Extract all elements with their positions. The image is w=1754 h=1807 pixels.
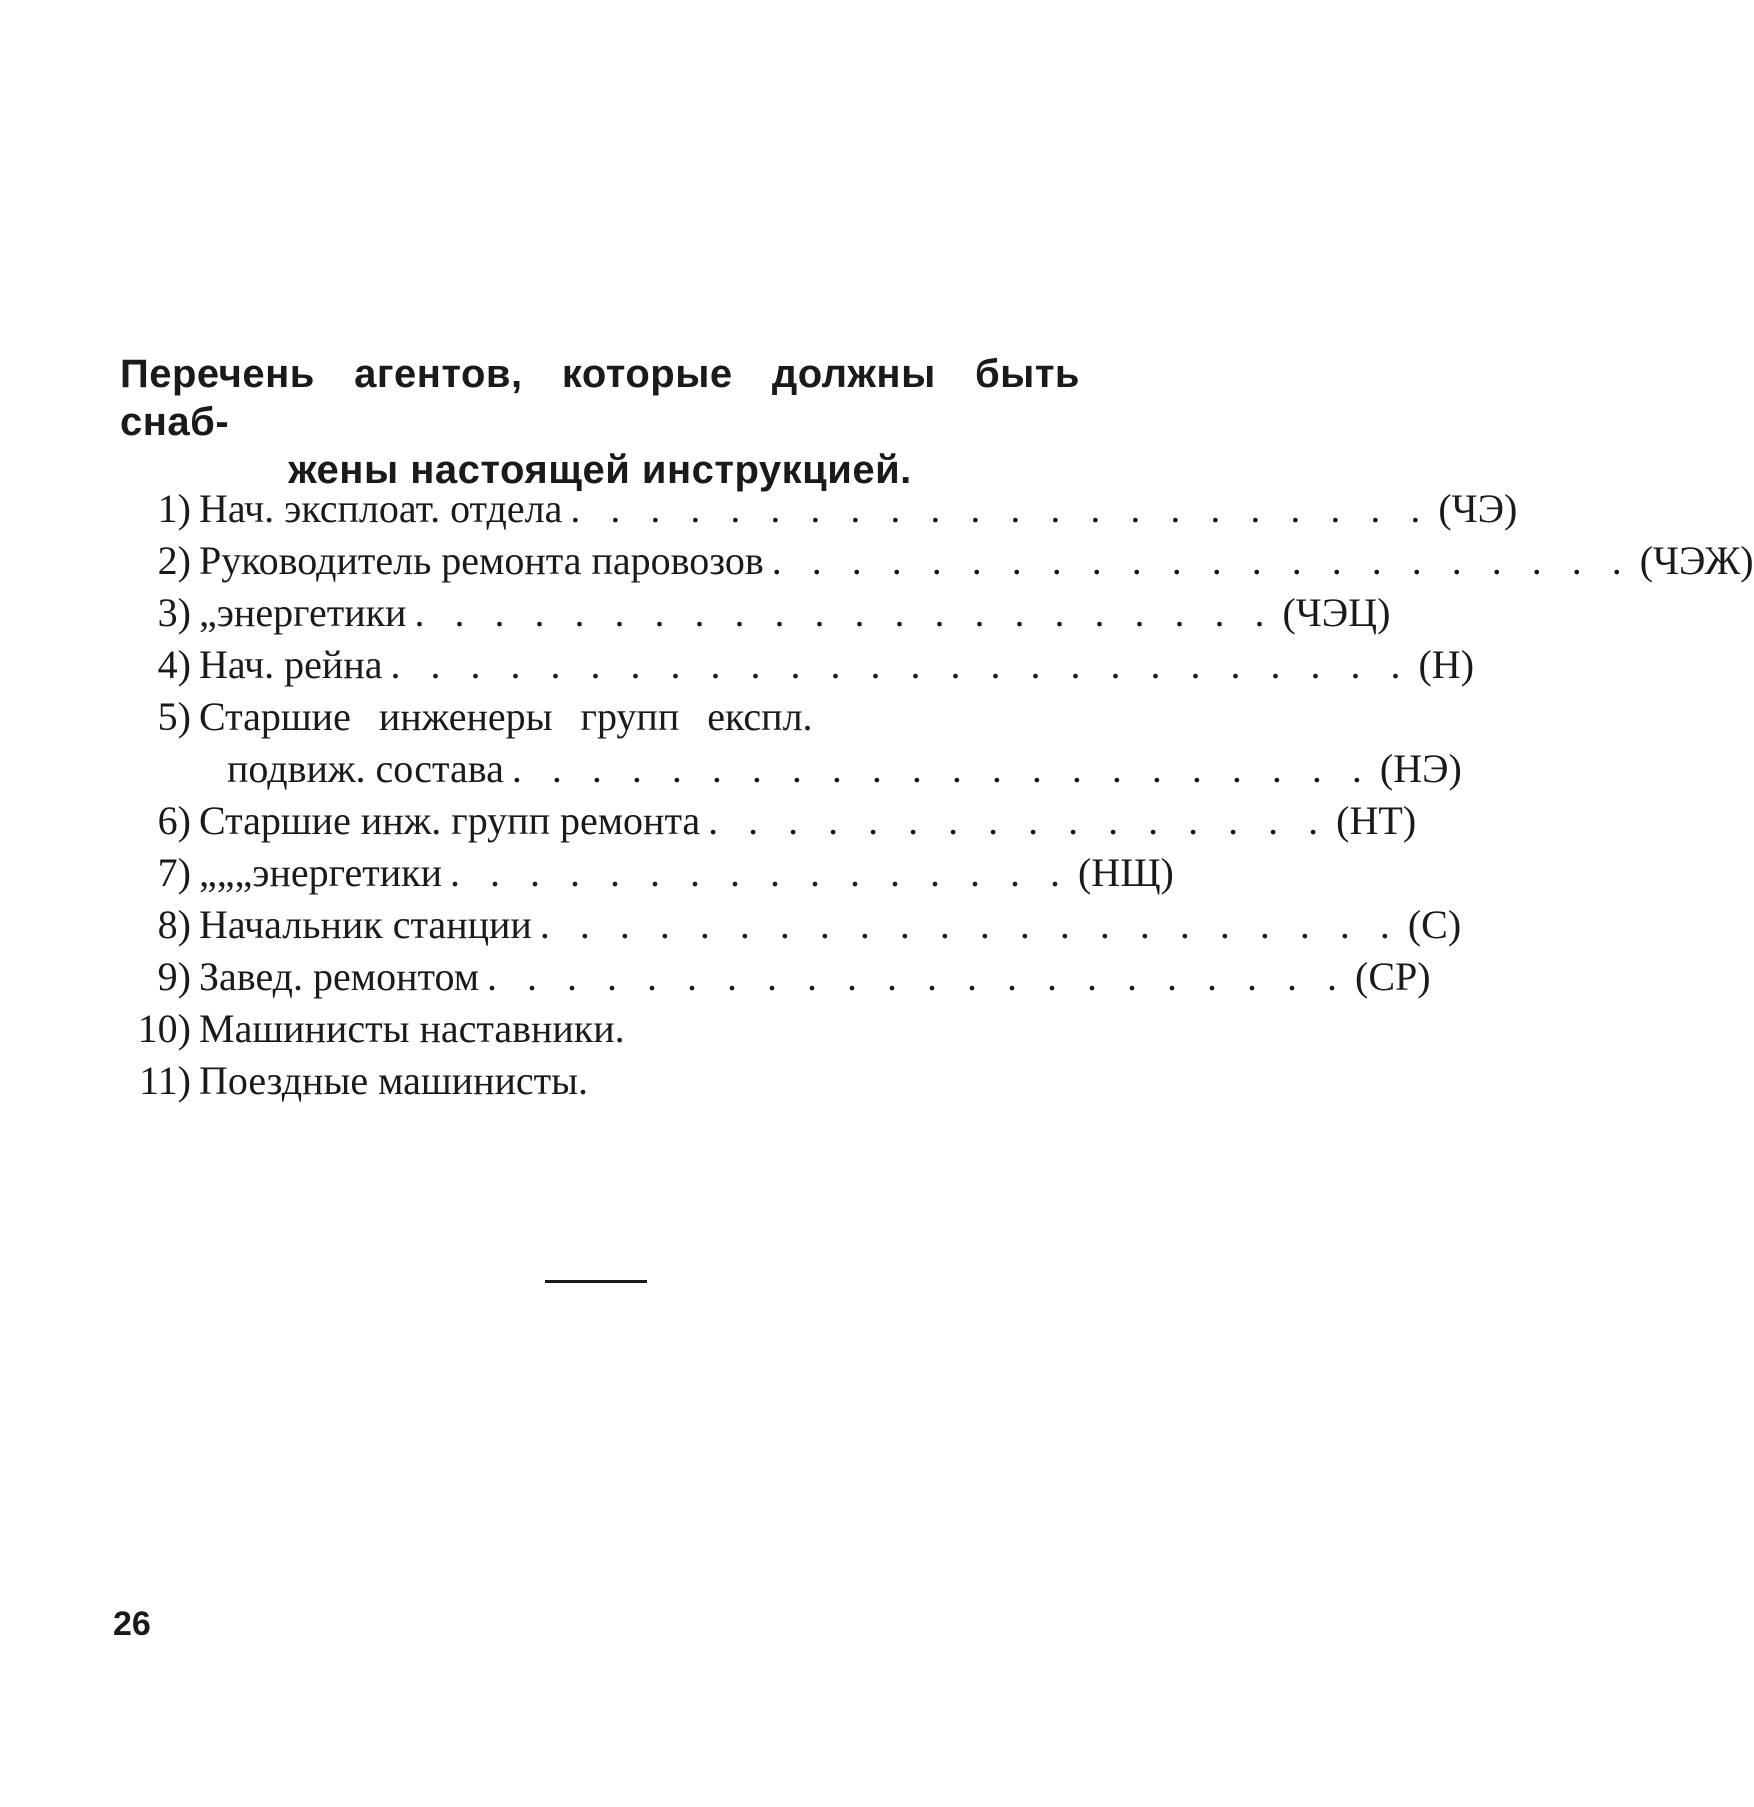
leader-dots: . . . . . . . . . . . . . . . . <box>449 850 1070 895</box>
item-number: 11) <box>139 1058 191 1103</box>
list-item <box>115 1055 1085 1107</box>
item-text: Старшие инж. групп ремонта <box>199 798 701 843</box>
item-text: Завед. ремонтом <box>199 954 479 999</box>
leader-dots: . . . . . . . . . . . . . . . . . . . . . . <box>771 538 1632 583</box>
item-abbreviation: (ЧЭЖ) <box>1639 538 1754 583</box>
item-text-continued: подвиж. состава <box>227 746 504 791</box>
ditto-mark: „ <box>216 850 235 895</box>
list-item <box>115 587 1391 639</box>
item-abbreviation: (СР) <box>1355 954 1431 999</box>
leader-dots: . . . . . . . . . . . . . . . . . . . . . . . . . . <box>390 642 1411 687</box>
list-item <box>115 1003 1085 1055</box>
leader-dots: . . . . . . . . . . . . . . . . . . . . . . <box>511 746 1372 791</box>
item-text: Начальник станции <box>199 902 532 947</box>
ditto-mark: „ <box>199 850 217 895</box>
list-item <box>115 951 1431 1003</box>
item-number: 7) <box>157 850 191 895</box>
item-number: 3) <box>157 590 191 635</box>
item-number: 1) <box>157 486 191 531</box>
list-item <box>115 535 1754 587</box>
ditto-mark: „ <box>234 850 253 895</box>
list-item <box>115 483 1518 535</box>
item-text: Руководитель ремонта паровозов <box>199 538 764 583</box>
item-number: 10) <box>137 1006 191 1051</box>
page-number: 26 <box>113 1605 151 1643</box>
item-text: энергетики <box>216 590 407 635</box>
item-number: 2) <box>157 538 191 583</box>
heading <box>120 350 1080 494</box>
leader-dots: . . . . . . . . . . . . . . . . <box>708 798 1329 843</box>
list-item <box>115 899 1462 951</box>
item-number: 5) <box>157 694 191 739</box>
list-item <box>115 639 1475 691</box>
item-abbreviation: (НТ) <box>1336 798 1417 843</box>
item-abbreviation: (ЧЭЦ) <box>1282 590 1391 635</box>
item-abbreviation: (НЭ) <box>1379 746 1462 791</box>
item-text: энергетики <box>252 850 442 895</box>
item-number: 8) <box>157 902 191 947</box>
item-number: 6) <box>157 798 191 843</box>
item-number: 9) <box>157 954 191 999</box>
agent-list <box>115 483 1754 1107</box>
item-abbreviation: (ЧЭ) <box>1438 486 1518 531</box>
item-text: Нач. эксплоат. отдела <box>199 486 563 531</box>
item-text: Поездные машинисты. <box>199 1058 589 1103</box>
item-text: Машинисты наставники. <box>199 1006 625 1051</box>
section-divider <box>545 1280 647 1283</box>
list-item <box>115 847 1174 899</box>
heading-line-1: Перечень агентов, которые должны быть снаб- <box>120 352 1080 444</box>
ditto-mark: „ <box>199 590 217 635</box>
item-number: 4) <box>157 642 191 687</box>
item-abbreviation: (Н) <box>1418 642 1475 687</box>
heading-line-2: жены настоящей инструкцией. <box>288 448 912 492</box>
list-item <box>115 795 1417 847</box>
leader-dots: . . . . . . . . . . . . . . . . . . . . . . <box>414 590 1275 635</box>
leader-dots: . . . . . . . . . . . . . . . . . . . . . . <box>539 902 1400 947</box>
list-item <box>115 691 1462 795</box>
leader-dots: . . . . . . . . . . . . . . . . . . . . . . <box>570 486 1431 531</box>
item-text: Нач. рейна <box>199 642 383 687</box>
item-abbreviation: (НЩ) <box>1077 850 1174 895</box>
leader-dots: . . . . . . . . . . . . . . . . . . . . . . <box>487 954 1347 999</box>
item-text: Старшие инженеры групп експл. <box>199 694 813 739</box>
item-abbreviation: (С) <box>1407 902 1462 947</box>
